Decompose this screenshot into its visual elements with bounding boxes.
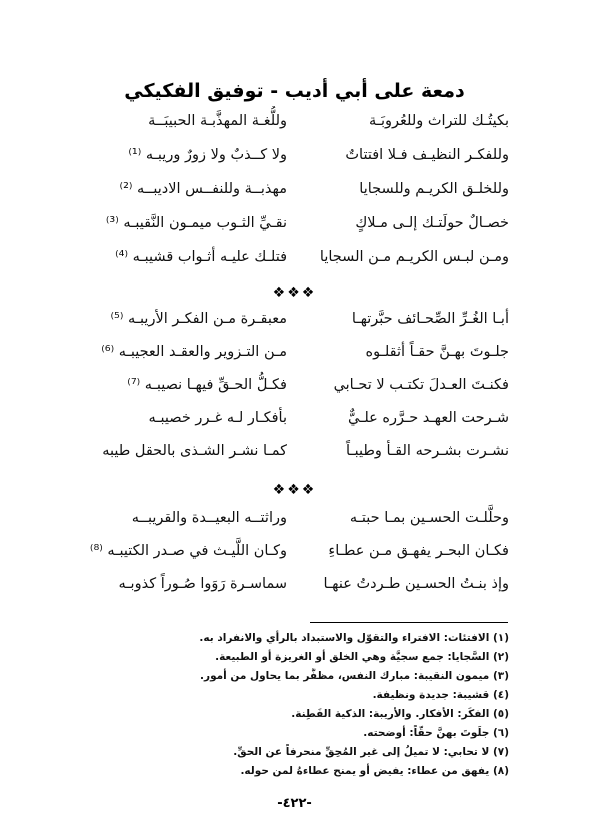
poem-title: دمعة على أبي أديب - توفيق الفكيكي [124, 80, 465, 102]
verse-second-hemistich: مـن التـزوير والعقـد العجيبـه ⁽⁶⁾ [101, 344, 287, 360]
verse-line [0, 569, 589, 599]
footnote: (٤) قشيبة: جديدة ونظيفة. [372, 689, 509, 701]
verse-line [0, 536, 589, 566]
verse-first-hemistich: خصـالٌ حولَتـك إلـى مـلاكٍ [355, 215, 509, 231]
verse-second-hemistich: فكـلُّ الحـقِّ فيهـا نصيبـه ⁽⁷⁾ [127, 377, 287, 393]
verse-first-hemistich: ومـن لبـس الكريـم مـن السجايا [319, 249, 509, 265]
verse-first-hemistich: وللخلـق الكريـم وللسجايا [359, 181, 509, 197]
verse-second-hemistich: وللُّغـة المهذَّبـة الحبيبَــة [148, 113, 287, 129]
verse-second-hemistich: فتلـك عليـه أثـواب قشيبـه ⁽⁴⁾ [115, 249, 287, 265]
verse-second-hemistich: وكـان اللَّيـث في صـدر الكتيبـه ⁽⁸⁾ [89, 543, 287, 559]
footnote: (٦) جلَوتَ بهنَّ حقّاً: أوضحته. [363, 727, 509, 739]
verse-first-hemistich: نشـرت بشـرحه القـأ وطيبـاً [345, 443, 509, 459]
footnote: (٨) يفهق من عطاء: يفيض أو يمنح عطاءهُ لمن حوله. [240, 765, 509, 777]
verse-first-hemistich: فكـان البحـر يفهـق مـن عطـاءِ [328, 543, 509, 559]
verse-line [0, 304, 589, 334]
verse-first-hemistich: أبـا الغُـرِّ الصِّحـائف حبَّرتهـا [351, 311, 509, 327]
footnote-divider [310, 622, 508, 623]
footnote: (٧) لا تحابي: لا تميلُ إلى غير المُحِقِّ منحرفاً عن الحقِّ. [233, 746, 509, 758]
footnote: (٢) السَّجايا: جمع سجيَّة وهي الخلق أو الغريزة أو الطبيعة. [215, 651, 509, 663]
footnote: (٣) ميمون النقيبة: مبارك النفس، مظفَّر بما يحاول من أمور. [200, 670, 509, 682]
verse-first-hemistich: فكنـتَ العـدلَ تكتـب لا تحـابي [333, 377, 509, 393]
verse-second-hemistich: بأفكـار لـه غـرر خصيبـه [148, 410, 287, 426]
verse-second-hemistich: وراثتــه البعيــدة والقريبــه [131, 510, 287, 526]
verse-line [0, 174, 589, 204]
verse-first-hemistich: بكيتُـك للتراث وللعُروبَـة [368, 113, 509, 129]
verse-line [0, 503, 589, 533]
verse-first-hemistich: وحلَّلـت الحسـين بمـا حبتـه [349, 510, 509, 526]
verse-second-hemistich: معبقـرة مـن الفكـر الأريبـه ⁽⁵⁾ [110, 311, 287, 327]
verse-second-hemistich: كمـا نشـر الشـذى بالحقل طيبه [102, 443, 287, 459]
verse-first-hemistich: وللفكـر النظيـف فـلا افتتاتٌ [345, 147, 509, 163]
verse-line [0, 242, 589, 272]
footnote: (١) الافتئات: الافتراء والتقوّل والاستبداد بالرأي والانفراد به. [199, 632, 509, 644]
verse-line [0, 337, 589, 367]
verse-second-hemistich: ولا كــذبٌ ولا زورٌ وريبـه ⁽¹⁾ [128, 147, 287, 163]
footnote: (٥) الفكَر: الأفكار. والأريبة: الذكية الفَطِنة. [291, 708, 509, 720]
verse-line [0, 208, 589, 238]
verse-line [0, 140, 589, 170]
page-number: -٤٢٢- [277, 796, 312, 811]
verse-first-hemistich: وإذ بنـتُ الحسـين طـردتُ عنهـا [323, 576, 509, 592]
verse-first-hemistich: جلـوتَ بهـنَّ حقـاً أثقلـوه [365, 344, 509, 360]
verse-line [0, 106, 589, 136]
verse-first-hemistich: شـرحت العهـد حـرَّره علـيٌّ [347, 410, 509, 426]
verse-line [0, 403, 589, 433]
verse-line [0, 370, 589, 400]
stanza-separator: ❖❖❖ [272, 285, 317, 301]
verse-line [0, 436, 589, 466]
verse-second-hemistich: نقـيِّ الثـوب ميمـون النَّقيبـه ⁽³⁾ [105, 215, 287, 231]
verse-second-hemistich: سماسـرة رَوَوا صُـوراً كذوبـه [118, 576, 287, 592]
verse-second-hemistich: مهذبــة وللنفــس الاديبــه ⁽²⁾ [119, 181, 287, 197]
stanza-separator: ❖❖❖ [272, 482, 317, 498]
